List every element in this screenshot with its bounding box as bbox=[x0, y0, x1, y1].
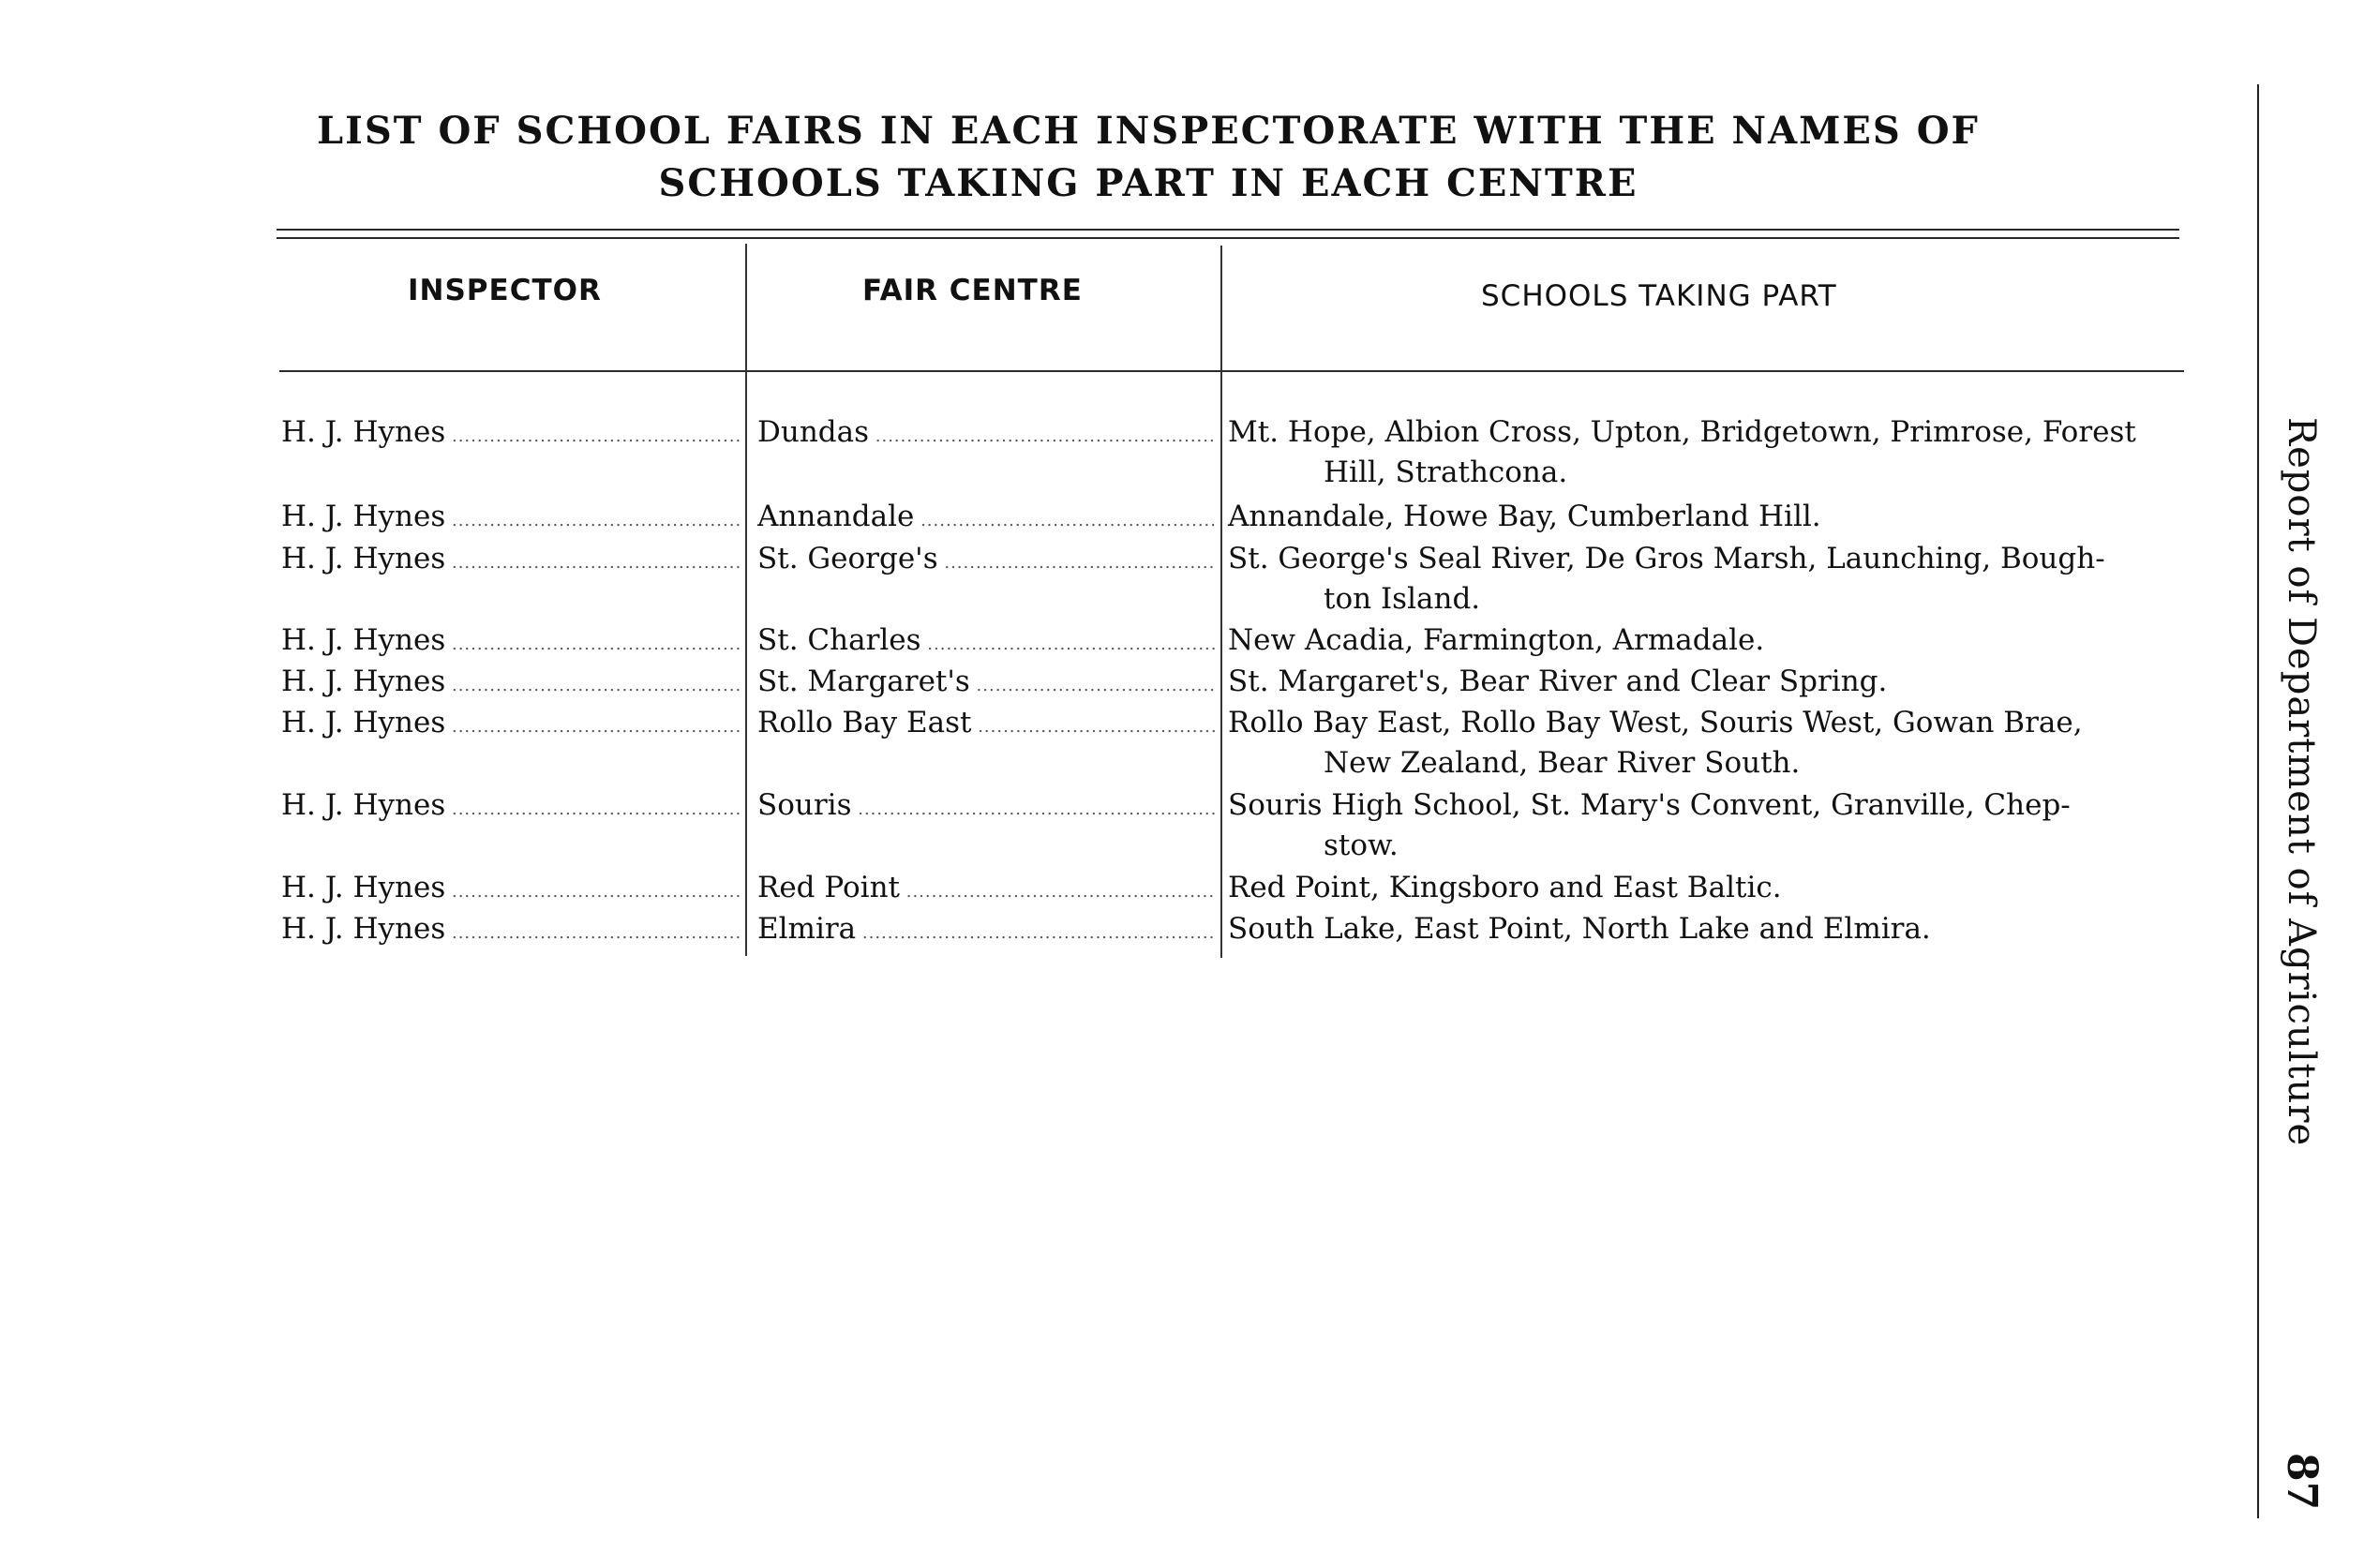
page-number: 87 bbox=[2278, 1453, 2326, 1511]
inspector-cell: H. J. Hynes ..... bbox=[281, 909, 741, 953]
schools-line-2: New Zealand, Bear River South. bbox=[1324, 746, 1801, 780]
schools-cell bbox=[1228, 868, 2193, 908]
fair-centre-cell: St. George's ..... bbox=[757, 539, 1217, 583]
header-schools-taking-part: SCHOOLS TAKING PART bbox=[1481, 279, 1837, 313]
schools-cell bbox=[1228, 703, 2193, 784]
schools-line-2: ton Island. bbox=[1324, 582, 1481, 616]
fair-centre-cell: Souris ..... bbox=[757, 785, 1217, 829]
schools-cell bbox=[1228, 620, 2193, 661]
schools-line-1: New Acadia, Farmington, Armadale. bbox=[1228, 623, 1765, 657]
fair-centre-cell: Rollo Bay East ..... bbox=[757, 703, 1217, 747]
schools-line-2: stow. bbox=[1324, 829, 1399, 862]
header-inspector: INSPECTOR bbox=[408, 274, 602, 307]
title-line-2: SCHOOLS TAKING PART IN EACH CENTRE bbox=[658, 161, 1638, 205]
schools-cell bbox=[1228, 662, 2193, 702]
schools-line-1: Annandale, Howe Bay, Cumberland Hill. bbox=[1228, 500, 1821, 533]
schools-cell bbox=[1228, 412, 2193, 493]
header-fair-centre: FAIR CENTRE bbox=[862, 274, 1083, 307]
inspector-cell: H. J. Hynes ..... bbox=[281, 539, 741, 583]
schools-line-2: Hill, Strathcona. bbox=[1324, 455, 1568, 489]
schools-line-1: Mt. Hope, Albion Cross, Upton, Bridgetown, Primrose, Forest bbox=[1228, 415, 2136, 449]
schools-line-1: St. Margaret's, Bear River and Clear Spring. bbox=[1228, 665, 1888, 698]
schools-cell bbox=[1228, 785, 2193, 866]
schools-cell bbox=[1228, 539, 2193, 620]
inspector-cell: H. J. Hynes ..... bbox=[281, 868, 741, 912]
fair-centre-cell: Dundas ..... bbox=[757, 412, 1217, 456]
inspector-cell: H. J. Hynes ..... bbox=[281, 785, 741, 829]
title-line-1: LIST OF SCHOOL FAIRS IN EACH INSPECTORATE WITH THE NAMES OF bbox=[317, 109, 1980, 153]
inspector-cell: H. J. Hynes ..... bbox=[281, 703, 741, 747]
schools-line-1: Rollo Bay East, Rollo Bay West, Souris West, Gowan Brae, bbox=[1228, 706, 2083, 739]
fair-centre-cell: Annandale ..... bbox=[757, 497, 1217, 541]
schools-cell bbox=[1228, 909, 2193, 949]
schools-cell bbox=[1228, 497, 2193, 537]
running-head: Report of Department of Agriculture bbox=[2280, 417, 2323, 1147]
fair-centre-cell: Elmira ..... bbox=[757, 909, 1217, 953]
fair-centre-cell: Red Point ..... bbox=[757, 868, 1217, 912]
schools-line-1: St. George's Seal River, De Gros Marsh, Launching, Bough- bbox=[1228, 542, 2105, 575]
schools-line-1: South Lake, East Point, North Lake and Elmira. bbox=[1228, 912, 1931, 946]
schools-line-1: Souris High School, St. Mary's Convent, Granville, Chep- bbox=[1228, 788, 2071, 822]
fair-centre-cell: St. Margaret's ..... bbox=[757, 662, 1217, 706]
inspector-cell: H. J. Hynes ..... bbox=[281, 412, 741, 456]
inspector-cell: H. J. Hynes ..... bbox=[281, 620, 741, 665]
schools-line-1: Red Point, Kingsboro and East Baltic. bbox=[1228, 871, 1782, 904]
inspector-cell: H. J. Hynes ..... bbox=[281, 662, 741, 706]
inspector-cell: H. J. Hynes ..... bbox=[281, 497, 741, 541]
fair-centre-cell: St. Charles ..... bbox=[757, 620, 1217, 665]
margin-rule bbox=[2257, 84, 2259, 1518]
